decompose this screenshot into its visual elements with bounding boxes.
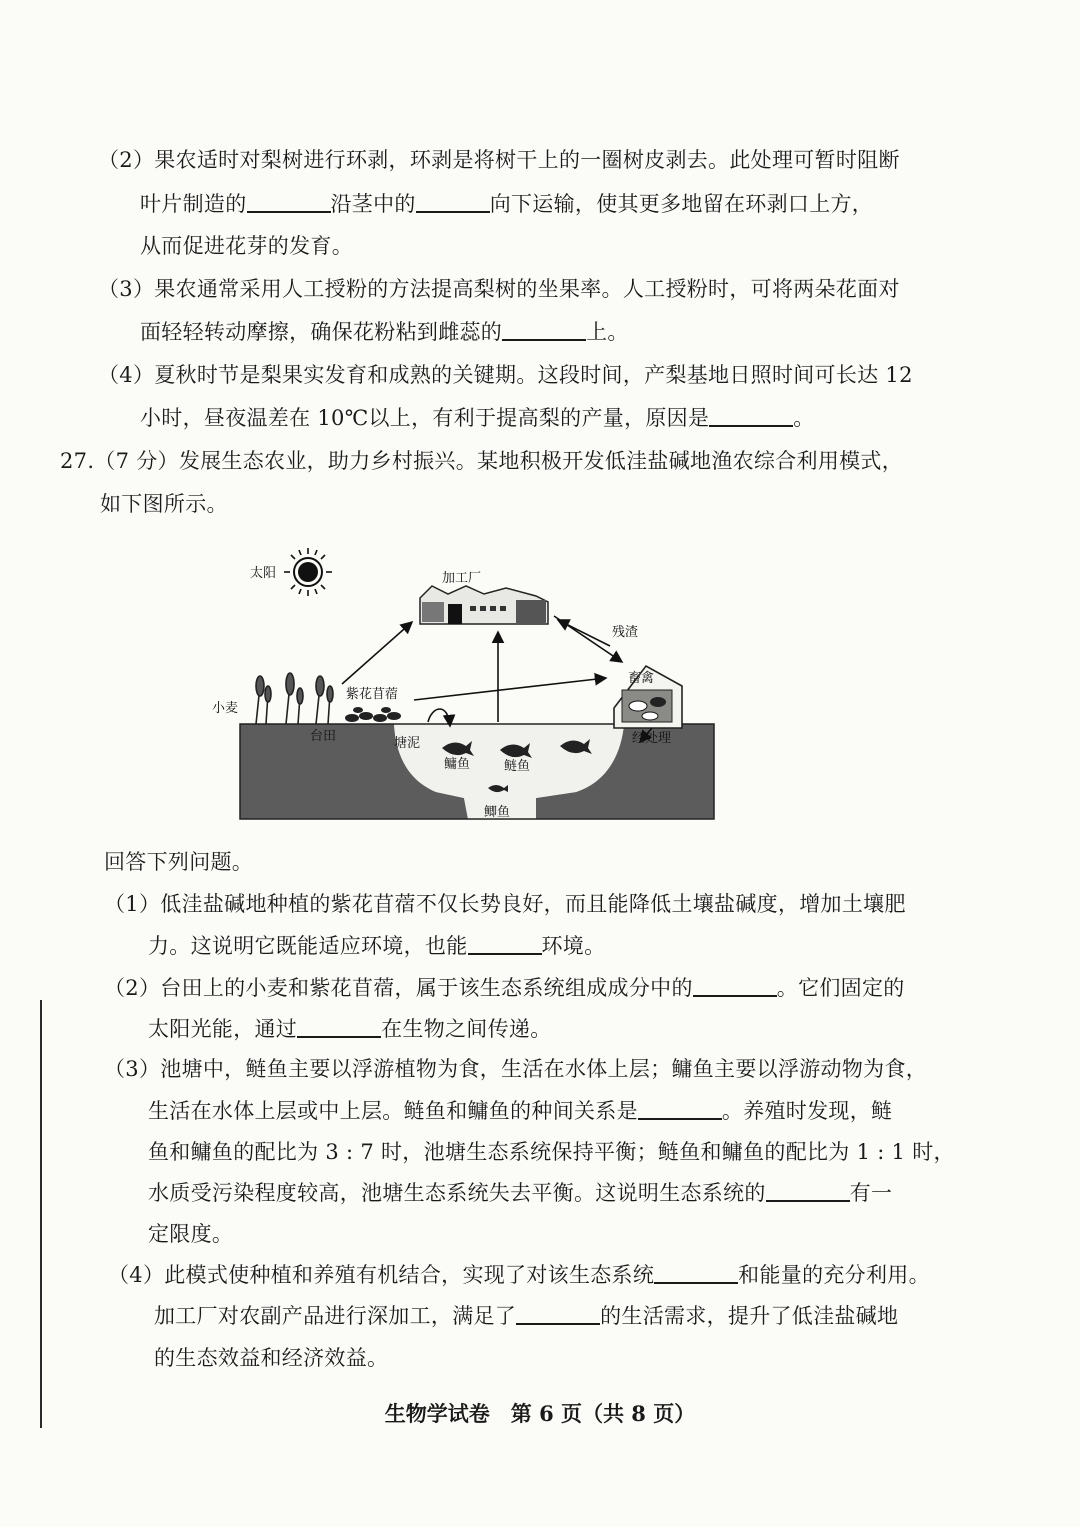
q26-p2-line3: 从而促进花芽的发育。 — [140, 234, 353, 258]
q26-p4-text-a: 小时，昼夜温差在 10℃以上，有利于提高梨的产量，原因是 — [140, 406, 710, 430]
answer-blank[interactable] — [468, 933, 542, 955]
q26-p2-text-c: 向下运输，使其更多地留在环剥口上方， — [489, 192, 874, 216]
q27-p4-text-a: （4）此模式使种植和养殖有机结合，实现了对该生态系统 — [108, 1263, 655, 1287]
label-silver: 鲢鱼 — [504, 759, 531, 774]
binding-margin-line — [40, 1000, 42, 1428]
q27-p1-text-a: 力。这说明它既能适应环境，也能 — [148, 934, 468, 958]
q27-p4-text-c: 加工厂对农副产品进行深加工，满足了 — [154, 1304, 517, 1328]
q27-p3-text-a: 生活在水体上层或中上层。鲢鱼和鳙鱼的种间关系是 — [148, 1099, 638, 1123]
q27-p4-text-b: 和能量的充分利用。 — [738, 1263, 930, 1287]
arrow-wheat-to-factory — [342, 622, 412, 684]
q27-p2-text-c: 太阳光能，通过 — [148, 1017, 298, 1041]
q27-p3-line2 — [148, 1097, 892, 1125]
wheat-icon — [256, 673, 333, 724]
answer-prompt: 回答下列问题。 — [104, 850, 254, 874]
q27-p3-text-c: 水质受污染程度较高，池塘生态系统失去平衡。这说明生态系统的 — [148, 1181, 766, 1205]
label-pond-mud: 塘泥 — [394, 736, 421, 751]
q27-p3-line1: （3）池塘中，鲢鱼主要以浮游植物为食，生活在水体上层；鳙鱼主要以浮游动物为食， — [104, 1057, 928, 1081]
q27-p3-line4 — [148, 1179, 892, 1207]
q27-p2-text-d: 在生物之间传递。 — [381, 1017, 552, 1041]
q26-p3-text-a: 面轻轻转动摩擦，确保花粉粘到雌蕊的 — [140, 320, 503, 344]
page-footer: 生物学试卷 第 6 页（共 8 页） — [384, 1401, 696, 1426]
q26-p4-line1: （4）夏秋时节是梨果实发育和成熟的关键期。这段时间，产梨基地日照时间可长达 12 — [98, 363, 913, 387]
label-sun: 太阳 — [250, 566, 277, 581]
label-terrace: 台田 — [310, 729, 337, 744]
factory-icon — [420, 586, 548, 624]
answer-blank[interactable] — [638, 1098, 722, 1120]
q27-p4-line2 — [154, 1302, 898, 1330]
answer-blank[interactable] — [297, 1016, 381, 1038]
answer-blank[interactable] — [766, 1180, 850, 1202]
q27-p4-line3: 的生态效益和经济效益。 — [154, 1346, 389, 1370]
label-alfalfa: 紫花苜蓿 — [346, 687, 399, 702]
q27-p3-text-d: 有一 — [849, 1181, 893, 1205]
q27-p3-line3: 鱼和鳙鱼的配比为 3 : 7 时，池塘生态系统保持平衡；鲢鱼和鳙鱼的配比为 1 : 1 时， — [148, 1140, 955, 1164]
q26-p2-text-a: 叶片制造的 — [140, 192, 247, 216]
q27-p4-text-d: 的生活需求，提升了低洼盐碱地 — [600, 1304, 899, 1328]
q26-p2-line1: （2）果农适时对梨树进行环剥，环剥是将树干上的一圈树皮剥去。此处理可暂时阻断 — [98, 148, 900, 172]
answer-blank[interactable] — [502, 319, 586, 341]
q26-p3-line2 — [140, 318, 629, 346]
q26-p4-text-b: 。 — [793, 406, 815, 430]
answer-blank[interactable] — [516, 1303, 600, 1325]
answer-blank[interactable] — [416, 191, 490, 213]
flow-arrows — [342, 616, 655, 742]
q27-p2-text-b: 。它们固定的 — [776, 976, 905, 1000]
label-factory: 加工厂 — [442, 571, 482, 586]
answer-blank[interactable] — [247, 191, 331, 213]
eco-agriculture-diagram — [212, 536, 720, 824]
sun-icon — [284, 548, 332, 596]
q27-p2-line2 — [148, 1015, 552, 1043]
q26-p3-line1: （3）果农通常采用人工授粉的方法提高梨树的坐果率。人工授粉时，可将两朵花面对 — [98, 277, 900, 301]
q27-p3-line5: 定限度。 — [148, 1222, 234, 1246]
answer-blank[interactable] — [693, 975, 777, 997]
q26-p3-text-b: 上。 — [586, 320, 629, 344]
q27-p1-text-b: 环境。 — [541, 934, 606, 958]
label-livestock: 畜禽 — [628, 671, 655, 686]
q27-p2-line1 — [104, 974, 905, 1002]
q26-p2-text-b: 沿茎中的 — [330, 192, 416, 216]
label-crucian: 鲫鱼 — [484, 805, 511, 820]
label-bighead: 鳙鱼 — [444, 757, 471, 772]
label-wheat: 小麦 — [212, 701, 239, 716]
q27-p1-line1: （1）低洼盐碱地种植的紫花苜蓿不仅长势良好，而且能降低土壤盐碱度，增加土壤肥 — [104, 892, 906, 916]
label-treated: 经处理 — [632, 731, 672, 746]
alfalfa-icon — [345, 707, 401, 722]
arrow-livestock-to-factory — [558, 620, 610, 646]
q27-p3-text-b: 。养殖时发现，鲢 — [721, 1099, 893, 1123]
q27-p4-line1 — [108, 1261, 930, 1289]
label-residue: 残渣 — [612, 625, 639, 640]
q27-stem-line2: 如下图所示。 — [100, 492, 228, 516]
q27-p2-text-a: （2）台田上的小麦和紫花苜蓿，属于该生态系统组成成分中的 — [104, 976, 693, 1000]
answer-blank[interactable] — [654, 1262, 738, 1284]
answer-blank[interactable] — [709, 405, 793, 427]
q27-stem-line1: 27.（7 分）发展生态农业，助力乡村振兴。某地积极开发低洼盐碱地渔农综合利用模式， — [60, 449, 904, 473]
q27-p1-line2 — [148, 932, 605, 960]
q26-p4-line2 — [140, 404, 815, 432]
arrow-alfalfa-to-livestock — [414, 678, 606, 700]
q26-p2-line2 — [140, 190, 873, 218]
